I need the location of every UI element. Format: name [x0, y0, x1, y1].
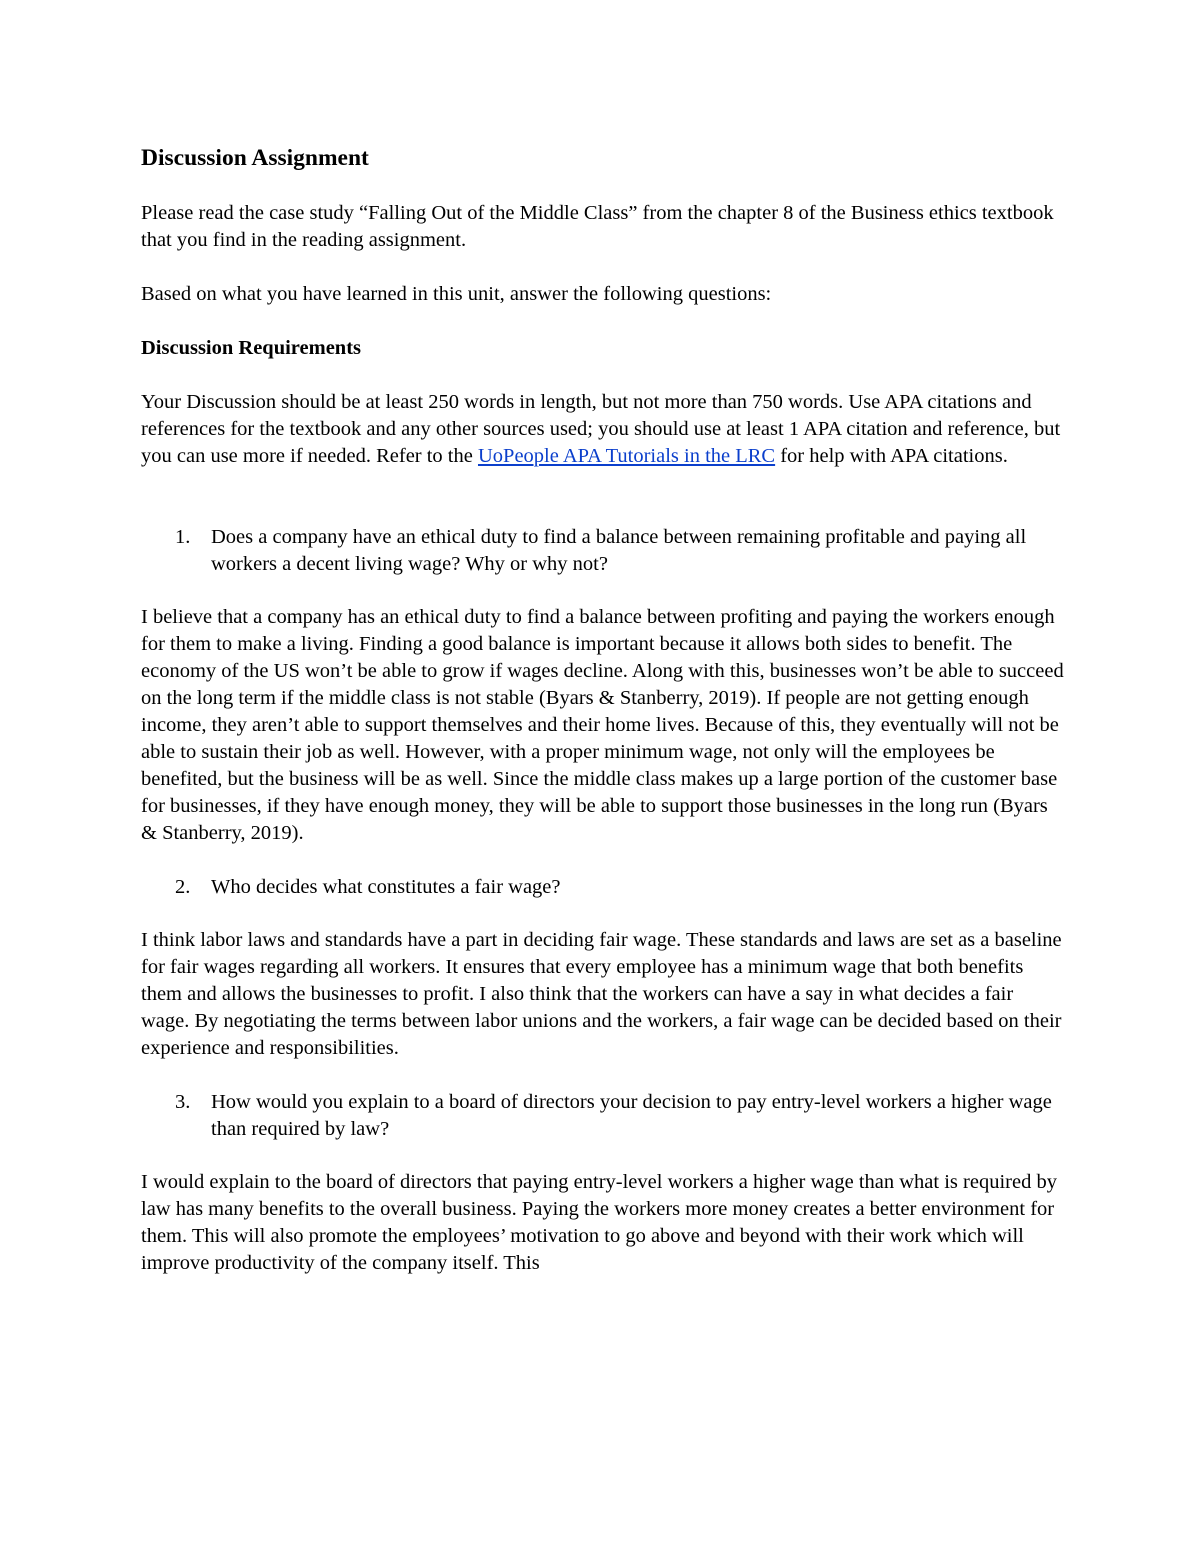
question-number: 2.	[175, 876, 191, 898]
question-text: How would you explain to a board of directors your decision to pay entry-level workers a higher wage than required by law?	[211, 1091, 1052, 1140]
answer-2: I think labor laws and standards have a part in deciding fair wage. These standards and laws are set as a baseline for fair wages regarding all workers. It ensures that every employee has a minimum wage that both benefits them and allows the businesses to profit. I also think that the workers can have a say in what decides a fair wage. By negotiating the terms between labor unions and the workers, a fair wage can be decided based on their experience and responsibilities.	[141, 929, 1062, 1059]
question-number: 1.	[175, 526, 191, 548]
intro-paragraph: Please read the case study “Falling Out of the Middle Class” from the chapter 8 of the Business ethics textbook that you find in the reading assignment.	[141, 202, 1054, 251]
apa-tutorials-link[interactable]: UoPeople APA Tutorials in the LRC	[477, 445, 776, 467]
requirements-paragraph	[141, 389, 1066, 470]
answer-1: I believe that a company has an ethical duty to find a balance between profiting and paying the workers enough for them to make a living. Finding a good balance is important because it allows both sides to benefit. The economy of the US won’t be able to grow if wages decline. Along with this, businesses won’t be able to succeed on the long term if the middle class is not stable (Byars & Stanberry, 2019). If people are not getting enough income, they aren’t able to support themselves and their home lives. Because of this, they eventually will not be able to sustain their job as well. However, with a proper minimum wage, not only will the employees be benefited, but the business will be as well. Since the middle class makes up a large portion of the customer base for businesses, if they have enough money, they will be able to support those businesses in the long run (Byars & Stanberry, 2019).	[141, 606, 1064, 844]
question-number: 3.	[175, 1091, 191, 1113]
document-page	[141, 142, 1066, 1304]
question-1	[141, 524, 1066, 578]
question-text: Does a company have an ethical duty to find a balance between remaining profitable and paying all workers a decent living wage? Why or why not?	[211, 526, 1027, 575]
question-text: Who decides what constitutes a fair wage?	[211, 876, 561, 898]
answer-3: I would explain to the board of directors that paying entry-level workers a higher wage than what is required by law has many benefits to the overall business. Paying the workers more money creates a better environment for them. This will also promote the employees’ motivation to go above and beyond with their work which will improve productivity of the company itself. This	[141, 1171, 1057, 1274]
question-2	[141, 874, 1066, 901]
requirements-heading: Discussion Requirements	[141, 337, 362, 359]
instruction-paragraph: Based on what you have learned in this unit, answer the following questions:	[141, 283, 772, 305]
document-title: Discussion Assignment	[141, 145, 369, 171]
requirements-text-after: for help with APA citations.	[775, 445, 1008, 467]
question-3	[141, 1089, 1066, 1143]
requirements-text-before: Your Discussion should be at least 250 words in length, but not more than 750 words. Use APA citations and references for the textbook and any other sources used; you should use at least 1 APA citation and reference, but you can use more if needed. Refer to the	[141, 391, 1061, 467]
